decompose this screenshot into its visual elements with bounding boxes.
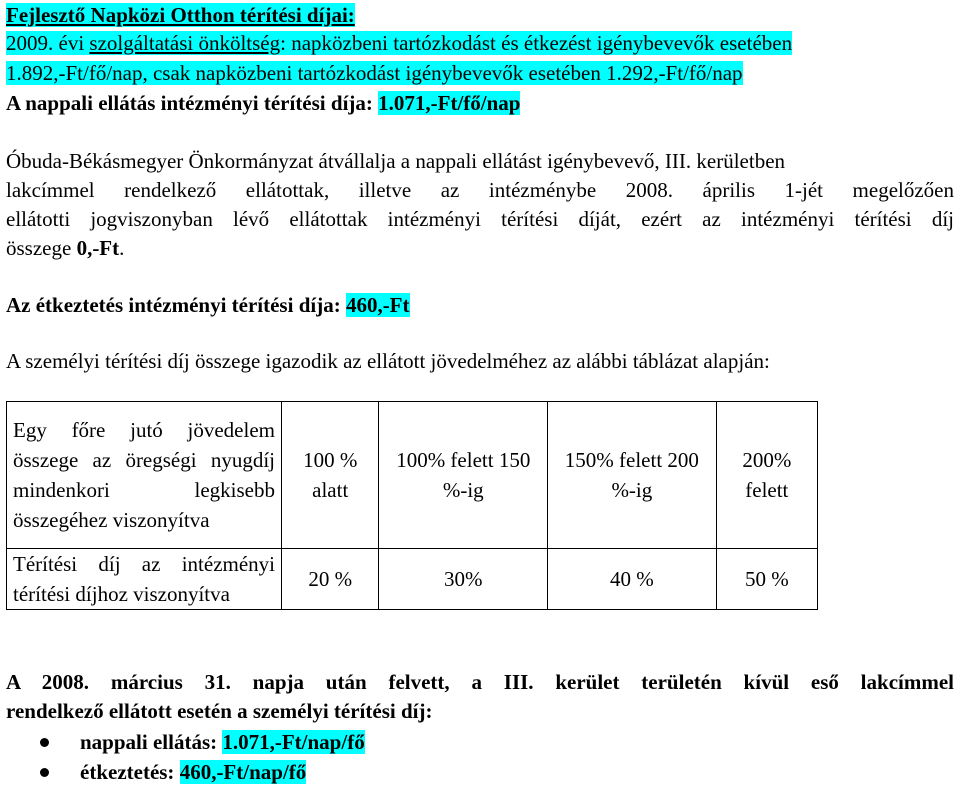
meal-fee-label: Az étkeztetés intézményi térítési díja: [6,293,346,317]
table-intro [6,346,954,376]
income-band-2: 100% felett 150 %-ig [379,402,548,549]
daycare-fee-value: 1.071,-Ft/fő/nap [378,91,521,115]
footer-text-1: A 2008. március 31. napja után felvett, a III. kerület területén kívül eső lakcímmel [6,670,954,694]
para-text-3: ellátotti jogviszonyban lévő ellátottak intézményi térítési díját, ezért az intézményi térítési díj [6,207,954,231]
list-item [6,757,906,787]
income-band-3: 150% felett 200 %-ig [548,402,717,549]
para-line-4 [6,233,954,263]
bullet-value: 1.071,-Ft/nap/fő [222,730,365,754]
service-cost-link[interactable]: szolgáltatási önköltség [89,31,281,55]
title-text: Fejlesztő Napközi Otthon térítési díjai: [6,3,355,27]
zero-fee: 0,-Ft [76,236,120,260]
fee-ratio-3: 40 % [548,549,717,610]
fee-ratio-label-cell: Térítési díj az intézményi térítési díjhoz viszonyítva [7,549,282,610]
cost-intro: 2009. évi [6,31,90,55]
footer-line-1 [6,667,954,697]
daycare-fee-line [6,88,954,118]
income-band-1: 100 % alatt [282,402,379,549]
para-text-4b: . [119,236,125,260]
para-text-4a: összege [6,236,77,260]
cost-line-2 [6,58,954,88]
footer-line-2 [6,696,954,726]
para-text-1: Óbuda-Békásmegyer Önkormányzat átvállalja a nappali ellátást igénybevevő, III. kerületben [6,149,786,173]
table-intro-text: A személyi térítési díj összege igazodik az ellátott jövedelméhez az alábbi táblázat alapján: [6,349,770,373]
para-line-2 [6,175,954,205]
cost-line-1 [6,28,954,58]
table-row [7,549,818,610]
section-title [6,0,954,30]
table-row [7,402,818,549]
bullet-value: 460,-Ft/nap/fő [179,760,307,784]
meal-fee-line [6,290,954,320]
footer-text-2: rendelkező ellátott esetén a személyi térítési díj: [6,699,433,723]
fee-ratio-1: 20 % [282,549,379,610]
para-line-3 [6,204,954,234]
bullet-icon [40,768,49,777]
daycare-fee-label: A nappali ellátás intézményi térítési díja: [6,91,379,115]
meal-fee-value: 460,-Ft [345,293,410,317]
bullet-label: nappali ellátás: [80,730,223,754]
para-text-2: lakcímmel rendelkező ellátottak, illetve az intézménybe 2008. április 1-jét megelőzően [6,178,954,202]
cost-desc: : napközbeni tartózkodást és étkezést igénybevevők esetében [280,31,793,55]
income-band-4: 200% felett [716,402,817,549]
income-label-cell: Egy főre jutó jövedelem összege az öregségi nyugdíj mindenkori legkisebb összegéhez viszonyítva [7,402,282,549]
cost-values: 1.892,-Ft/fő/nap, csak napközbeni tartózkodást igénybevevők esetében 1.292,-Ft/fő/nap [6,61,743,85]
bullet-label: étkeztetés: [80,760,180,784]
fee-table [6,401,818,610]
list-item [6,727,906,757]
para-line-1 [6,146,954,176]
fee-ratio-2: 30% [379,549,548,610]
fee-ratio-4: 50 % [716,549,817,610]
bullet-icon [40,738,49,747]
